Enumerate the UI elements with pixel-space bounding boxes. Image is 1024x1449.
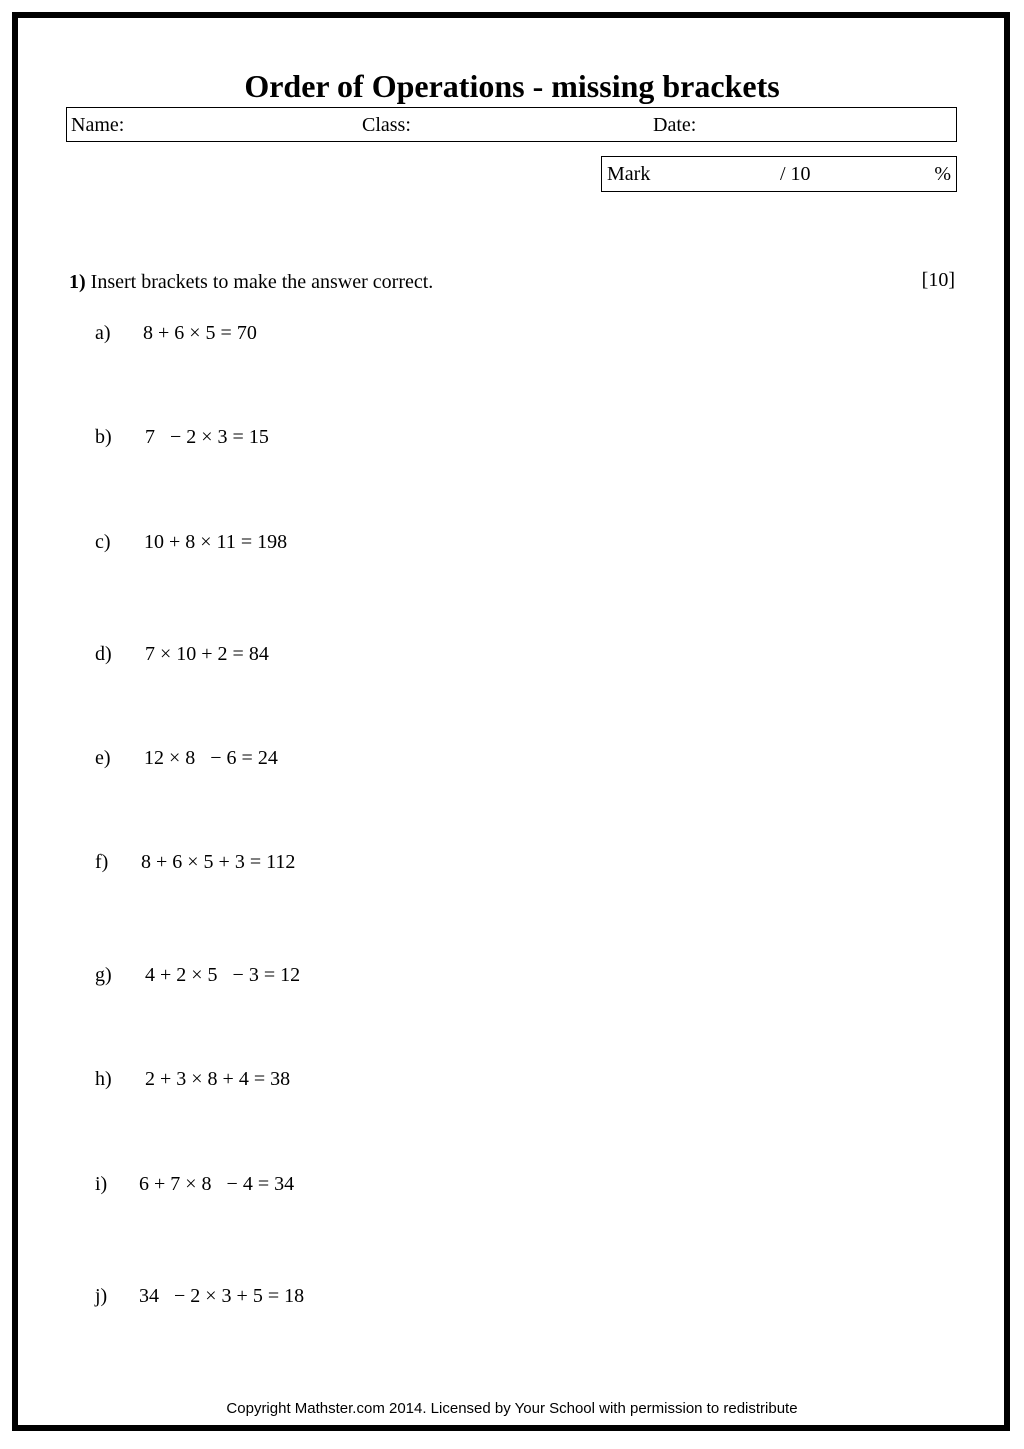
- question-expression: 7 × 10 + 2 = 84: [145, 643, 269, 665]
- question-j: [0, 1283, 600, 1309]
- question-expression: 12 × 8 − 6 = 24: [144, 747, 278, 769]
- class-label: Class:: [362, 114, 411, 136]
- copyright-footer: Copyright Mathster.com 2014. Licensed by Your School with permission to redistribute: [226, 1400, 798, 1417]
- question-label: j): [95, 1285, 108, 1307]
- question-h: [0, 1066, 600, 1092]
- question-label: i): [95, 1173, 108, 1195]
- question-i: [0, 1171, 600, 1197]
- question-expression: 10 + 8 × 11 = 198: [144, 531, 288, 553]
- question-b: [0, 424, 600, 450]
- question-c: [0, 529, 600, 555]
- question-a: [0, 320, 600, 346]
- question-expression: 7 − 2 × 3 = 15: [145, 426, 269, 448]
- page-border: [12, 12, 1010, 1431]
- date-label: Date:: [653, 114, 697, 136]
- question-expression: 6 + 7 × 8 − 4 = 34: [139, 1173, 295, 1195]
- mark-label: Mark: [607, 163, 651, 185]
- question-label: e): [95, 747, 111, 769]
- question-label: a): [95, 322, 111, 344]
- question-label: g): [95, 964, 112, 986]
- question-expression: 8 + 6 × 5 = 70: [143, 322, 257, 344]
- question-label: f): [95, 851, 109, 873]
- question-expression: 4 + 2 × 5 − 3 = 12: [145, 964, 301, 986]
- question-label: h): [95, 1068, 112, 1090]
- name-label: Name:: [71, 114, 125, 136]
- question-g: [0, 962, 600, 988]
- question-f: [0, 849, 600, 875]
- instruction-text: Insert brackets to make the answer correct.: [90, 271, 434, 293]
- mark-out-of: / 10: [780, 163, 811, 185]
- percent-label: %: [934, 163, 951, 185]
- section-marks: [10]: [921, 269, 955, 291]
- question-label: b): [95, 426, 112, 448]
- question-label: c): [95, 531, 111, 553]
- question-expression: 8 + 6 × 5 + 3 = 112: [141, 851, 296, 873]
- question-label: d): [95, 643, 112, 665]
- question-e: [0, 745, 600, 771]
- section-number: 1): [69, 271, 86, 293]
- question-expression: 34 − 2 × 3 + 5 = 18: [139, 1285, 305, 1307]
- question-d: [0, 641, 600, 667]
- question-expression: 2 + 3 × 8 + 4 = 38: [145, 1068, 291, 1090]
- student-info-box: [66, 107, 957, 142]
- page-title: Order of Operations - missing brackets: [244, 68, 780, 104]
- mark-box: [601, 156, 957, 192]
- section-instruction: [69, 270, 433, 294]
